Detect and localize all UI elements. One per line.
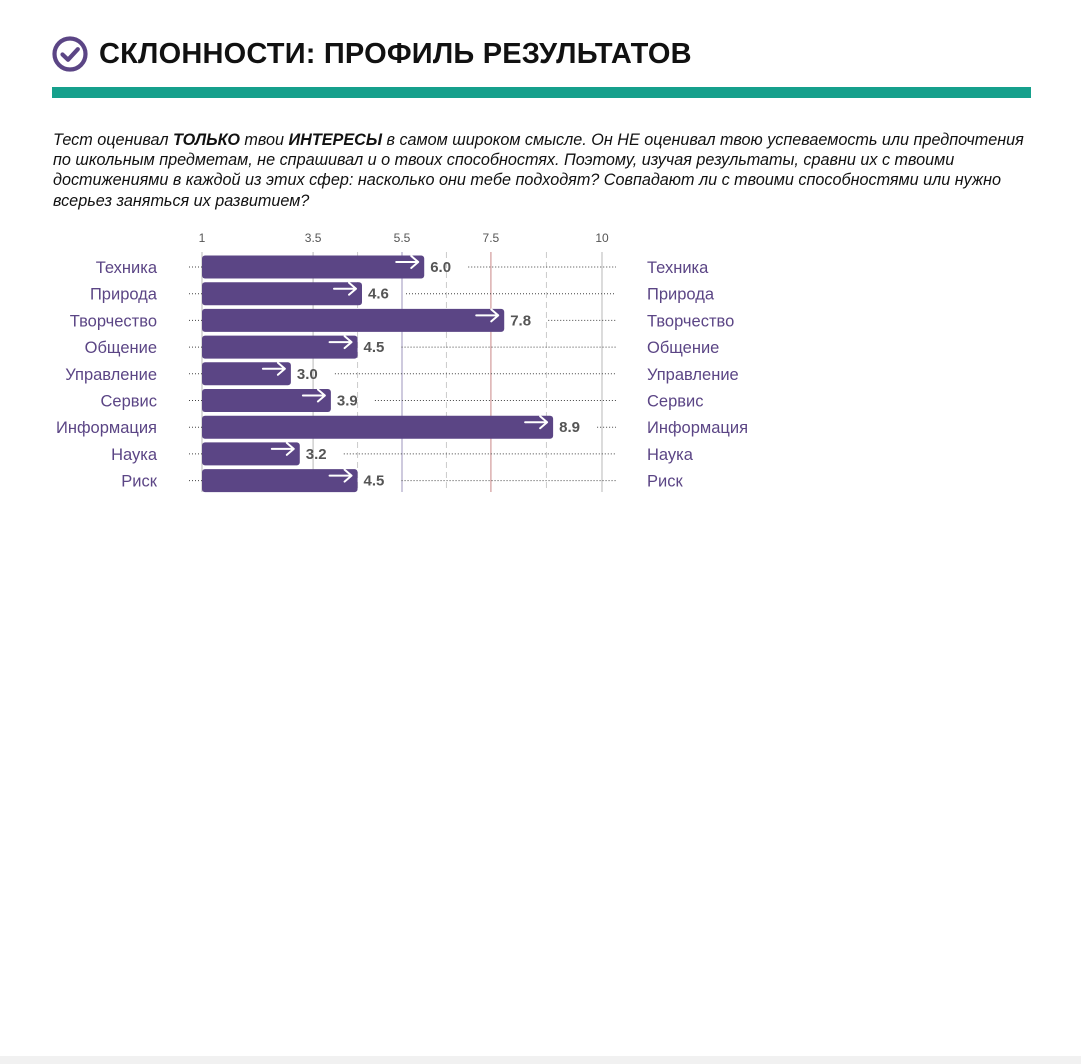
- bar-value-label: 4.5: [363, 339, 385, 357]
- category-label-left: Сервис: [100, 392, 157, 411]
- category-label-left: Общение: [84, 339, 157, 358]
- interest-profile-chart: [0, 0, 1081, 520]
- x-tick-label: 7.5: [482, 231, 500, 245]
- bar-value-label: 7.8: [510, 312, 532, 330]
- intro-part-2: твои: [239, 131, 289, 149]
- bar: [202, 282, 362, 305]
- bar-value-label: 3.2: [305, 445, 327, 463]
- category-label-left: Природа: [89, 285, 157, 304]
- category-label-right: Риск: [647, 472, 683, 491]
- intro-part-1: Тест оценивал: [53, 131, 173, 149]
- bar: [202, 442, 300, 465]
- category-label-left: Творчество: [69, 312, 157, 331]
- bar: [202, 336, 358, 359]
- category-label-right: Информация: [647, 419, 749, 438]
- category-label-right: Сервис: [647, 392, 704, 411]
- category-label-right: Природа: [647, 285, 715, 304]
- category-label-left: Информация: [55, 419, 157, 438]
- category-label-right: Наука: [647, 445, 693, 464]
- bar: [202, 416, 553, 439]
- x-tick-label: 1: [198, 231, 206, 245]
- intro-bold-2: ИНТЕРЕСЫ: [288, 131, 383, 149]
- bar-value-label: 6.0: [430, 259, 452, 276]
- category-label-right: Творчество: [647, 312, 735, 331]
- x-tick-label: 10: [595, 231, 609, 245]
- x-tick-label: 3.5: [304, 231, 322, 245]
- category-label-right: Управление: [647, 365, 739, 384]
- bar: [202, 469, 358, 492]
- x-tick-label: 5.5: [393, 231, 411, 245]
- bar: [202, 389, 331, 412]
- bar: [202, 256, 424, 279]
- category-label-right: Общение: [647, 339, 720, 358]
- bar-value-label: 3.9: [336, 392, 358, 410]
- category-label-left: Риск: [121, 472, 157, 491]
- category-label-left: Техника: [95, 259, 157, 277]
- category-label-left: Наука: [111, 445, 157, 464]
- intro-part-3: в самом широком смысле. Он НЕ оценивал твою успеваемость или предпочтения по школьным предметам, не спрашивал и о твоих способностях. Поэтому, изучая результаты, сравни их с твоими достижениями в каждой из этих сфер: насколько они тебе подходят? Совпадают ли с твоими способностями или нужно всерьез заняться их развитием?: [53, 131, 1024, 210]
- bar-value-label: 4.6: [368, 285, 389, 303]
- category-label-left: Управление: [65, 365, 157, 384]
- bar-value-label: 8.9: [559, 419, 580, 437]
- intro-bold-1: ТОЛЬКО: [172, 131, 240, 149]
- page-title: СКЛОННОСТИ: ПРОФИЛЬ РЕЗУЛЬТАТОВ: [99, 37, 692, 70]
- bar-value-label: 4.5: [363, 472, 385, 490]
- category-label-right: Техника: [647, 259, 709, 277]
- bar-value-label: 3.0: [296, 365, 318, 383]
- bottom-band: [0, 1056, 1081, 1064]
- bar: [202, 309, 504, 332]
